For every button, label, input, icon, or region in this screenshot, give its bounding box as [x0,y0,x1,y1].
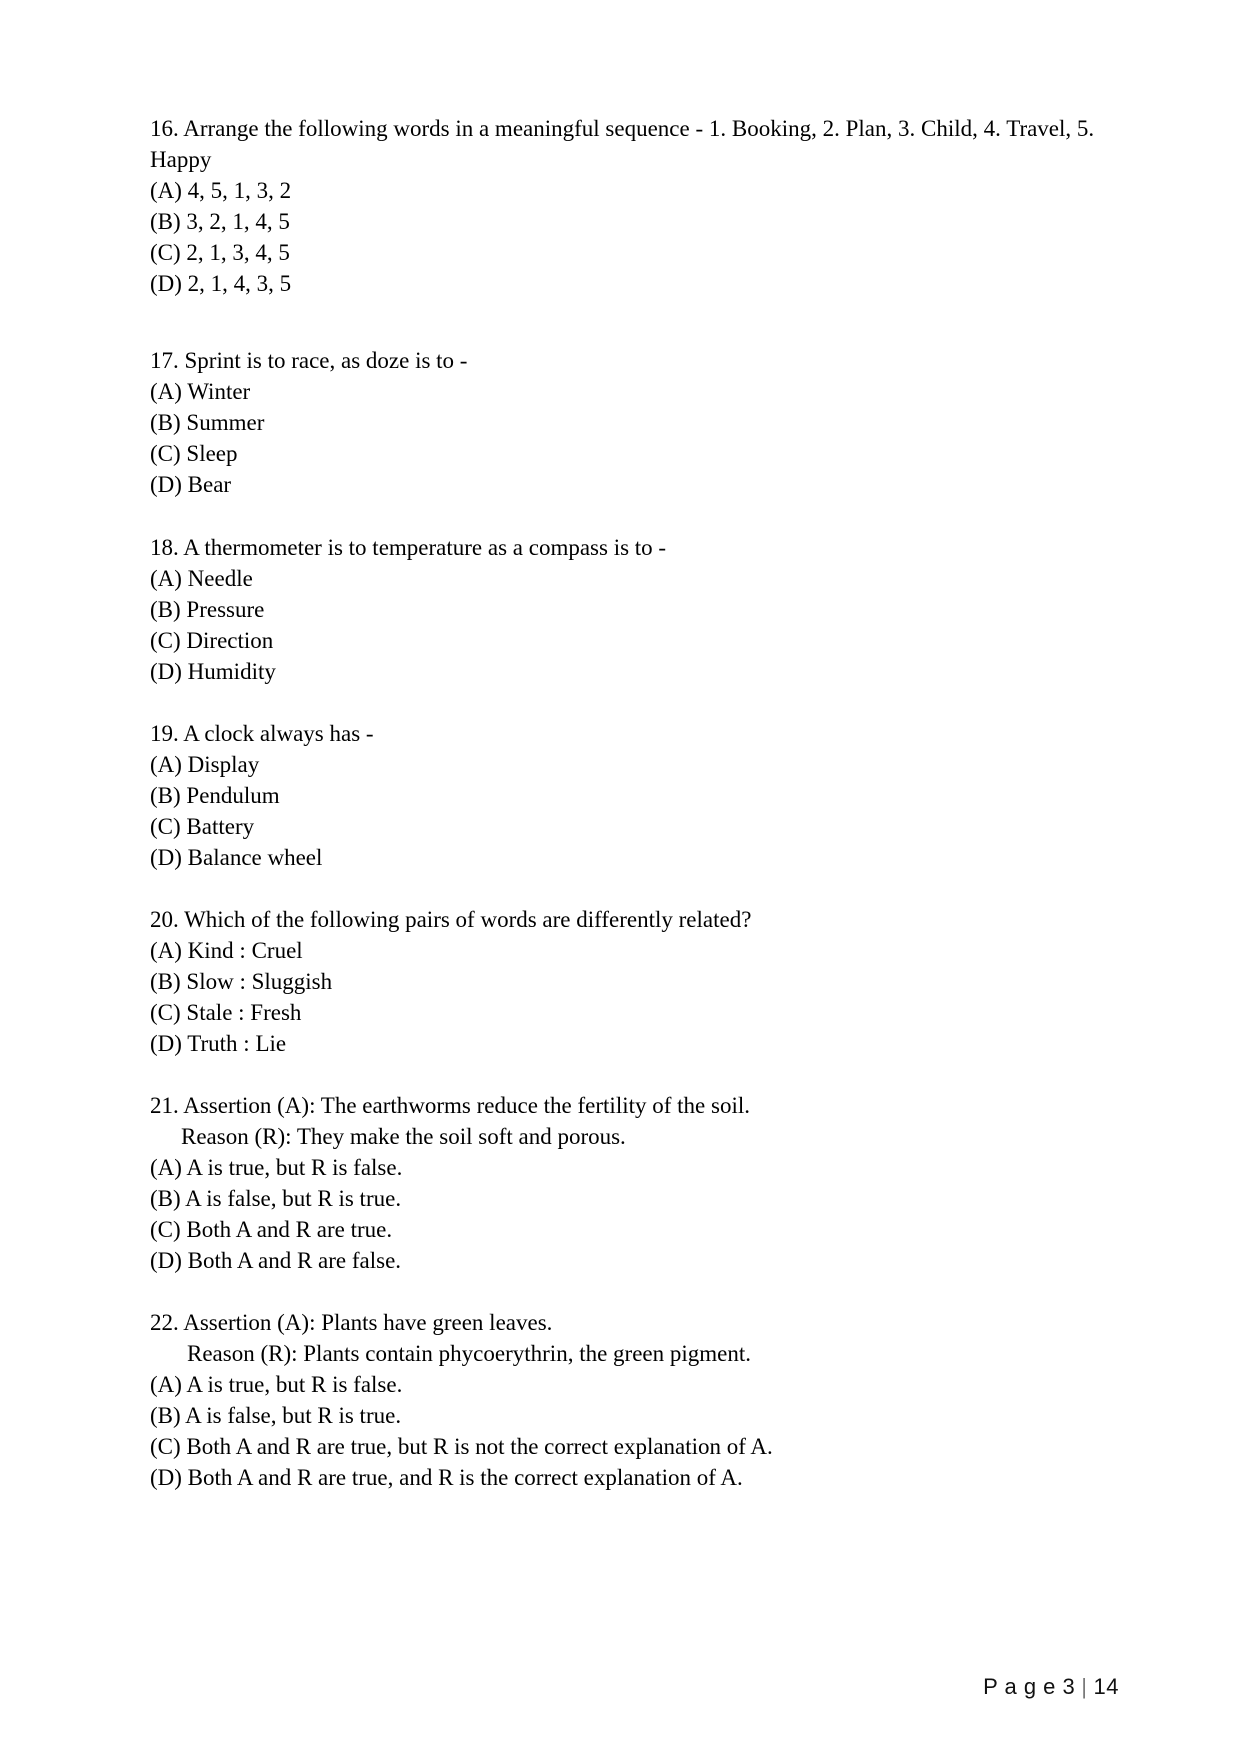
option-b: (B) A is false, but R is true. [150,1403,402,1428]
option-d: (D) 2, 1, 4, 3, 5 [150,271,292,296]
option-d: (D) Both A and R are true, and R is the correct explanation of A. [150,1465,743,1490]
option-d: (D) Both A and R are false. [150,1248,402,1273]
question-stem: 19. A clock always has - [150,721,374,746]
option-b: (B) Summer [150,410,265,435]
option-c: (C) Battery [150,814,255,839]
option-c: (C) Stale : Fresh [150,1000,302,1025]
option-d: (D) Humidity [150,659,276,684]
page-number: 3 [1062,1674,1076,1699]
question-22 [150,1307,1110,1493]
total-pages: 14 [1093,1674,1119,1699]
question-stem: 16. Arrange the following words in a meaningful sequence - 1. Booking, 2. Plan, 3. Child, 4. Travel, 5. Happy [150,116,1095,172]
option-d: (D) Truth : Lie [150,1031,287,1056]
question-17 [150,345,1110,500]
option-c: (C) 2, 1, 3, 4, 5 [150,240,290,265]
option-c: (C) Direction [150,628,274,653]
option-b: (B) 3, 2, 1, 4, 5 [150,209,290,234]
page-footer [983,1674,1119,1700]
question-21 [150,1090,1110,1276]
question-stem: 20. Which of the following pairs of words are differently related? [150,907,752,932]
option-a: (A) 4, 5, 1, 3, 2 [150,178,292,203]
option-a: (A) Kind : Cruel [150,938,303,963]
option-a: (A) Needle [150,566,253,591]
question-16 [150,113,1110,299]
page-separator: | [1081,1674,1088,1699]
option-c: (C) Sleep [150,441,238,466]
question-stem: 21. Assertion (A): The earthworms reduce the fertility of the soil. [150,1093,750,1118]
option-b: (B) Slow : Sluggish [150,969,333,994]
question-stem: 22. Assertion (A): Plants have green leaves. [150,1310,553,1335]
page-word: P a g e [983,1674,1056,1699]
question-20 [150,904,1110,1059]
option-d: (D) Bear [150,472,232,497]
question-18 [150,532,1110,687]
option-c: (C) Both A and R are true, but R is not the correct explanation of A. [150,1434,773,1459]
option-b: (B) Pressure [150,597,265,622]
option-c: (C) Both A and R are true. [150,1217,393,1242]
question-stem: 17. Sprint is to race, as doze is to - [150,348,468,373]
question-reason: Reason (R): Plants contain phycoerythrin, the green pigment. [187,1341,752,1366]
option-a: (A) Display [150,752,260,777]
option-a: (A) Winter [150,379,251,404]
question-stem: 18. A thermometer is to temperature as a compass is to - [150,535,667,560]
option-b: (B) Pendulum [150,783,280,808]
option-a: (A) A is true, but R is false. [150,1372,403,1397]
question-reason: Reason (R): They make the soil soft and porous. [181,1124,626,1149]
option-b: (B) A is false, but R is true. [150,1186,402,1211]
option-d: (D) Balance wheel [150,845,323,870]
option-a: (A) A is true, but R is false. [150,1155,403,1180]
question-19 [150,718,1110,873]
